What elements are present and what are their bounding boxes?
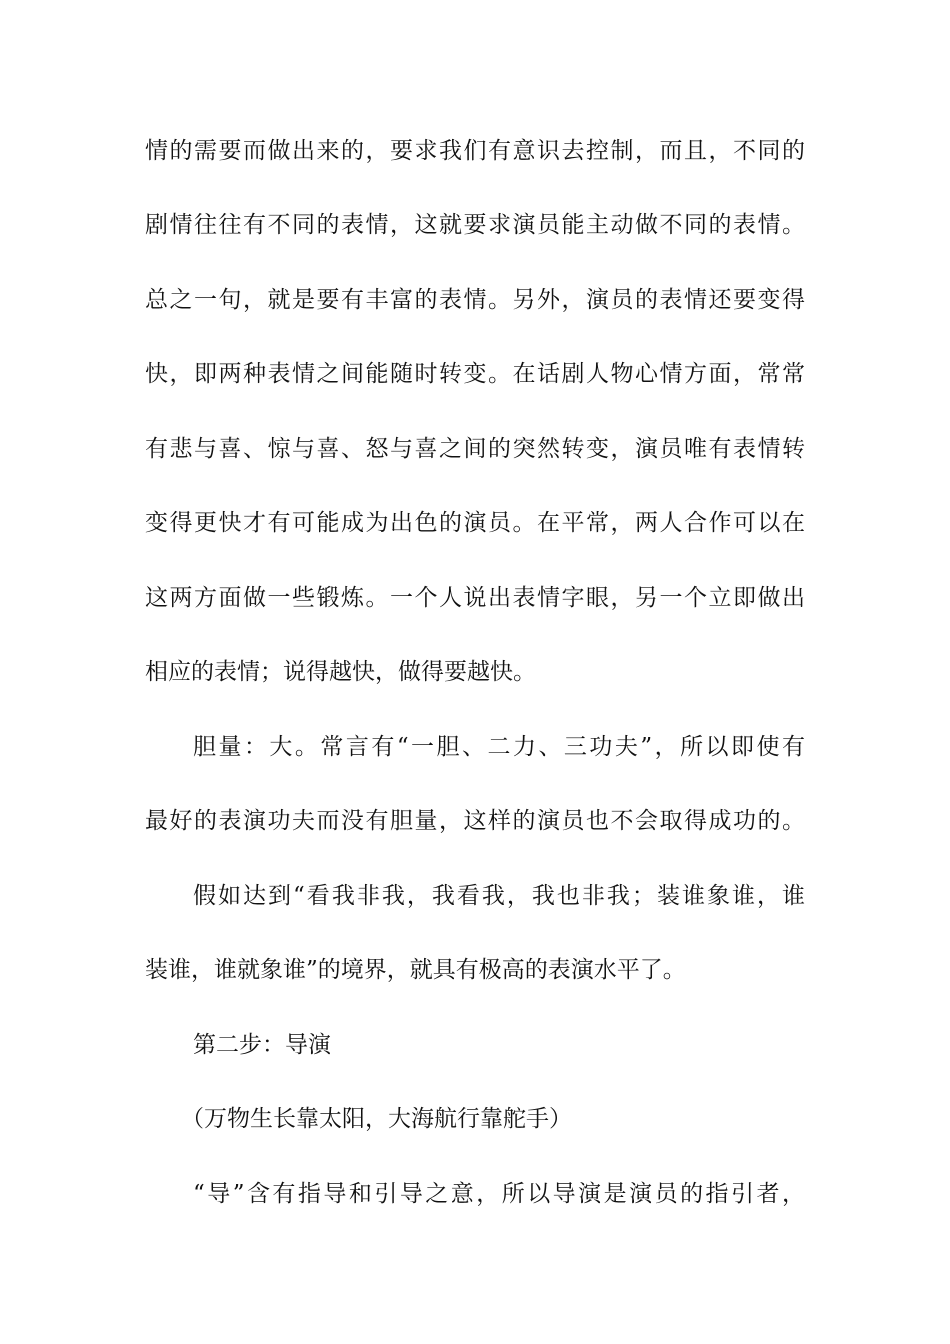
text-line: 有悲与喜、惊与喜、怒与喜之间的突然转变，演员唯有表情转	[145, 436, 805, 462]
paragraph-first-line: 假如达到“看我非我，我看我，我也非我；装谁象谁，谁	[193, 883, 805, 909]
paragraph-first-line: 胆量：大。常言有“一胆、二力、三功夫”，所以即使有	[193, 734, 805, 760]
text-line: 剧情往往有不同的表情，这就要求演员能主动做不同的表情。	[145, 212, 805, 238]
text-line: 最好的表演功夫而没有胆量，这样的演员也不会取得成功的。	[145, 808, 805, 834]
text-line: 相应的表情；说得越快，做得要越快。	[145, 659, 536, 685]
text-line: 快，即两种表情之间能随时转变。在话剧人物心情方面，常常	[145, 361, 805, 387]
section-heading: 第二步：导演	[193, 1032, 331, 1058]
text-line: 这两方面做一些锻炼。一个人说出表情字眼，另一个立即做出	[145, 585, 805, 611]
paragraph-first-line: “导”含有指导和引导之意，所以导演是演员的指引者，	[193, 1181, 805, 1207]
text-line: 变得更快才有可能成为出色的演员。在平常，两人合作可以在	[145, 510, 805, 536]
text-line: 情的需要而做出来的，要求我们有意识去控制，而且，不同的	[145, 138, 805, 164]
text-line: 总之一句，就是要有丰富的表情。另外，演员的表情还要变得	[145, 287, 805, 313]
section-subtitle: （万物生长靠太阳，大海航行靠舵手）	[181, 1106, 572, 1132]
text-line: 装谁，谁就象谁”的境界，就具有极高的表演水平了。	[145, 957, 686, 983]
